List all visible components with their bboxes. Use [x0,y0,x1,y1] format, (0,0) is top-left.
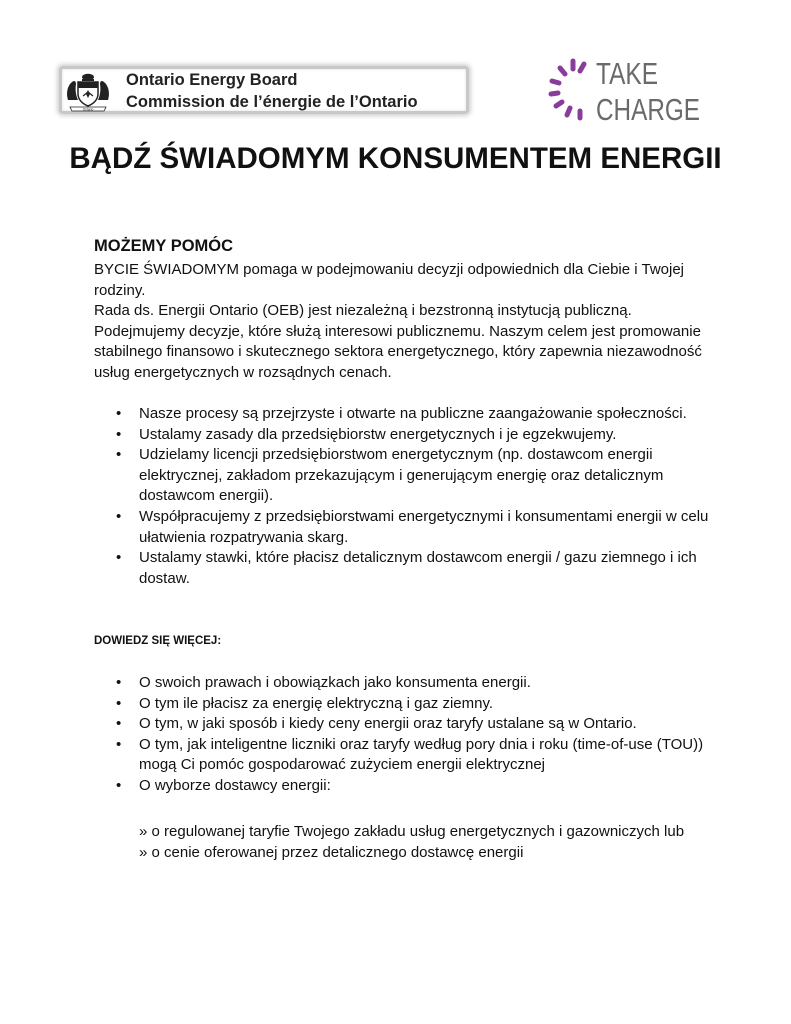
supplier-option: » o cenie oferowanej przez detalicznego dostawcę energii [139,843,524,861]
ontario-crest-icon [64,70,112,112]
services-list [94,404,714,589]
list-item [94,404,714,425]
list-item [94,507,714,548]
bullet-icon: • [116,446,122,464]
svg-text:CHARGE: CHARGE [596,92,700,127]
list-item-text: Udzielamy licencji przedsiębiorstwom energetycznym (np. dostawcom energii elektrycznej, zakładom przekazującym i generującym energię oraz detalicznym dostawcom energii). [139,446,664,505]
list-item-text: Ustalamy stawki, które płacisz detalicznym dostawcom energii / gazu ziemnego i ich dostaw. [139,549,697,587]
radiating-dashes-icon [551,61,584,118]
bullet-icon: • [116,405,122,422]
take-charge-logo [546,56,706,126]
list-item-text: Nasze procesy są przejrzyste i otwarte na publiczne zaangażowanie społeczności. [139,405,687,422]
svg-text:Ontario: Ontario [82,107,94,112]
bullet-icon: • [116,715,122,733]
learn-more-list [94,673,714,797]
intro-text [94,260,714,384]
oeb-name-en: Ontario Energy Board [126,71,298,89]
supplier-option: » o regulowanej taryfie Twojego zakładu usług energetycznych i gazowniczych lub [139,823,685,840]
oeb-name-fr: Commission de l’énergie de l’Ontario [126,93,418,111]
learn-more-heading: DOWIEDZ SIĘ WIĘCEJ: [94,635,222,647]
list-item [94,694,714,715]
supplier-options [139,822,699,863]
svg-text:TAKE: TAKE [596,56,658,91]
list-item-text: O wyborze dostawcy energii: [139,776,331,794]
bullet-icon: • [116,425,122,443]
bullet-icon: • [116,507,122,525]
oeb-logo [59,66,469,114]
list-item-text: Ustalamy zasady dla przedsiębiorstw energetycznych i je egzekwujemy. [139,425,617,443]
list-item [94,776,714,797]
list-item [94,548,714,589]
list-item-text: Współpracujemy z przedsiębiorstwami energetycznymi i konsumentami energii w celu ułatwienia rozpatrywania skarg. [139,507,709,546]
bullet-icon: • [116,776,122,794]
bullet-icon: • [116,674,122,691]
list-item-text: O tym ile płacisz za energię elektryczną i gaz ziemny. [139,694,494,712]
list-item [94,445,714,507]
list-item-text: O tym, w jaki sposób i kiedy ceny energii oraz taryfy ustalane są w Ontario. [139,715,637,733]
intro-paragraph: Rada ds. Energii Ontario (OEB) jest niezależną i bezstronną instytucją publiczną. Podejmujemy decyzje, które służą interesowi publicznemu. Naszym celem jest promowanie stabilnego finansowo i skutecznego sektora energetycznego, który zapewnia niezawodność usług energetycznych w rozsądnych cenach. [94,302,702,381]
section-heading: MOŻEMY POMÓC [94,237,234,255]
page-title: BĄDŹ ŚWIADOMYM KONSUMENTEM ENERGII [69,142,722,175]
list-item [94,673,714,694]
bullet-icon: • [116,735,122,753]
bullet-icon: • [116,694,122,712]
list-item [94,735,714,776]
intro-paragraph: BYCIE ŚWIADOMYM pomaga w podejmowaniu decyzji odpowiednich dla Ciebie i Twojej rodziny. [94,261,684,299]
list-item-text: O tym, jak inteligentne liczniki oraz taryfy według pory dnia i roku (time-of-use (TOU)) mogą Ci pomóc gospodarować zużyciem energii elektrycznej [139,735,704,774]
oeb-name [126,69,471,113]
list-item [94,425,714,446]
list-item [94,714,714,735]
list-item-text: O swoich prawach i obowiązkach jako konsumenta energii. [139,674,531,691]
bullet-icon: • [116,549,122,567]
